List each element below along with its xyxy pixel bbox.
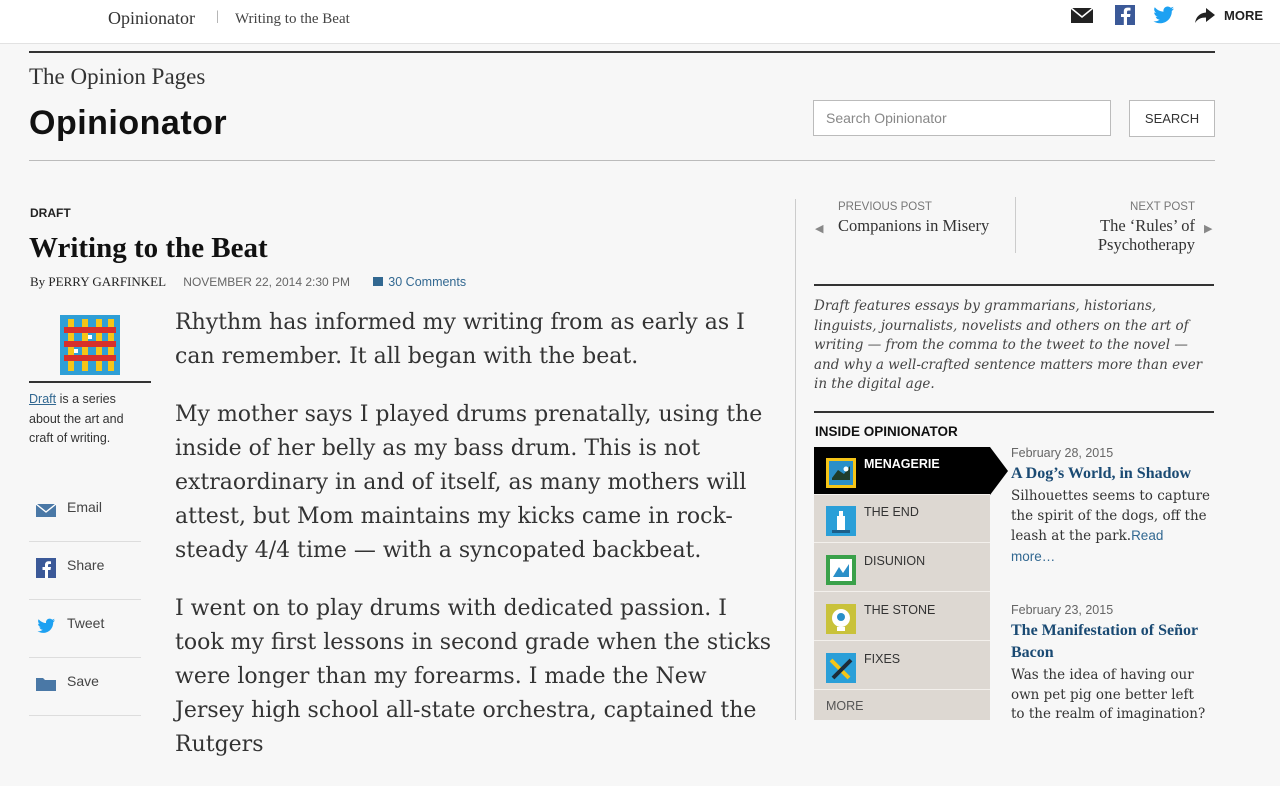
email-share-button[interactable] bbox=[29, 484, 141, 542]
next-post-label: NEXT POST bbox=[1130, 201, 1195, 213]
logo-rule bbox=[29, 381, 151, 383]
blog-item-fixes[interactable] bbox=[814, 642, 990, 690]
blog-item-the-end[interactable] bbox=[814, 495, 990, 543]
facebook-icon[interactable] bbox=[1113, 4, 1137, 26]
search-input[interactable] bbox=[813, 100, 1111, 136]
the-stone-icon bbox=[826, 604, 856, 634]
previous-post-label: PREVIOUS POST bbox=[838, 201, 932, 213]
read-more-link[interactable]: Read more… bbox=[1011, 528, 1164, 564]
breadcrumb-article: Writing to the Beat bbox=[235, 11, 350, 27]
article-paragraph: I went on to play drums with dedicated passion. I took my first lessons in second grade when the sticks were longer than my forearms. I made the New Jersey high school all-state orchestra, captained the Rutgers bbox=[175, 596, 772, 757]
facebook-share-button[interactable] bbox=[29, 542, 141, 600]
inside-story bbox=[1011, 446, 1211, 567]
author-name[interactable]: PERRY GARFINKEL bbox=[48, 274, 167, 289]
blog-title[interactable]: Opinionator bbox=[29, 104, 228, 142]
blog-item-label: DISUNION bbox=[864, 554, 926, 568]
section-name[interactable]: Opinionator bbox=[108, 8, 195, 28]
header-top-rule bbox=[29, 51, 1215, 53]
next-post-link[interactable]: The ‘Rules’ of Psychotherapy bbox=[1097, 216, 1195, 254]
draft-series-link[interactable]: Draft bbox=[29, 392, 57, 406]
save-button[interactable] bbox=[29, 658, 141, 716]
comment-icon bbox=[373, 277, 383, 286]
blog-menu-more[interactable]: MORE bbox=[826, 699, 864, 713]
twitter-icon[interactable] bbox=[1152, 4, 1176, 26]
story-date: February 28, 2015 bbox=[1011, 446, 1114, 460]
email-icon bbox=[36, 500, 56, 520]
story-headline[interactable]: The Manifestation of Señor Bacon bbox=[1011, 622, 1198, 661]
share-arrow-icon[interactable] bbox=[1193, 4, 1217, 26]
twitter-share-button[interactable] bbox=[29, 600, 141, 658]
series-description: Draft features essays by grammarians, historians, linguists, journalists, novelists and others on the art of writing — from the comma to the tweet to the novel — and why a well-crafted sentence matters more than ever in the digital age. bbox=[814, 298, 1203, 392]
inside-opinionator-title: INSIDE OPINIONATOR bbox=[815, 424, 958, 439]
twitter-share-label: Tweet bbox=[67, 615, 105, 631]
sidebar-divider bbox=[795, 199, 796, 720]
save-label: Save bbox=[67, 673, 99, 689]
share-tools bbox=[29, 484, 141, 716]
the-end-icon bbox=[826, 506, 856, 536]
blog-item-label: THE STONE bbox=[864, 603, 936, 617]
comments-link[interactable] bbox=[373, 275, 466, 289]
twitter-icon bbox=[36, 616, 56, 636]
article-title: Writing to the Beat bbox=[29, 232, 268, 264]
blog-item-disunion[interactable] bbox=[814, 544, 990, 592]
blog-item-menagerie[interactable] bbox=[814, 447, 990, 495]
previous-arrow-icon[interactable]: ◀ bbox=[815, 223, 824, 235]
fixes-icon bbox=[826, 653, 856, 683]
disunion-icon bbox=[826, 555, 856, 585]
breadcrumb-separator: | bbox=[216, 9, 219, 24]
facebook-icon bbox=[36, 558, 56, 578]
blog-item-label: MENAGERIE bbox=[864, 457, 940, 471]
article-body bbox=[175, 306, 775, 786]
story-summary-text: Silhouettes seems to capture the spirit of the dogs, off the leash at the park. bbox=[1011, 488, 1211, 544]
menagerie-icon bbox=[826, 458, 856, 488]
email-share-label: Email bbox=[67, 499, 103, 515]
search-button[interactable]: SEARCH bbox=[1129, 100, 1215, 137]
blog-menu bbox=[814, 447, 990, 720]
folder-icon bbox=[36, 674, 56, 694]
post-nav-divider bbox=[1015, 197, 1016, 253]
previous-post-link[interactable]: Companions in Misery bbox=[838, 216, 990, 235]
page bbox=[25, 44, 1255, 757]
more-button[interactable]: MORE bbox=[1224, 8, 1263, 23]
next-arrow-icon[interactable]: ▶ bbox=[1204, 223, 1213, 235]
inside-story bbox=[1011, 603, 1211, 725]
opinion-pages-label[interactable]: The Opinion Pages bbox=[29, 64, 206, 89]
story-date: February 23, 2015 bbox=[1011, 603, 1114, 617]
sidebar-rule bbox=[814, 284, 1214, 286]
blog-item-label: FIXES bbox=[864, 652, 901, 666]
story-headline[interactable]: A Dog’s World, in Shadow bbox=[1011, 465, 1192, 482]
blog-item-label: THE END bbox=[864, 505, 919, 519]
series-note-text: is a series about the art and craft of writing. bbox=[29, 392, 124, 445]
article-paragraph: Rhythm has informed my writing from as early as I can remember. It all began with the beat. bbox=[175, 310, 745, 369]
draft-series-logo[interactable] bbox=[60, 315, 120, 375]
comments-count: 30 Comments bbox=[388, 275, 467, 289]
article-date: NOVEMBER 22, 2014 2:30 PM bbox=[183, 275, 351, 289]
series-note bbox=[29, 390, 149, 449]
byline bbox=[30, 274, 466, 290]
sidebar-rule bbox=[814, 411, 1214, 413]
story-summary: Was the idea of having our own pet pig one better left to the realm of imagination? bbox=[1011, 667, 1206, 722]
article-kicker[interactable]: DRAFT bbox=[30, 206, 71, 220]
story-summary bbox=[1011, 487, 1211, 567]
header-bottom-rule bbox=[29, 160, 1215, 161]
facebook-share-label: Share bbox=[67, 557, 105, 573]
blog-item-the-stone[interactable] bbox=[814, 593, 990, 641]
article-paragraph: My mother says I played drums prenatally, using the inside of her belly as my bass drum. This is not extraordinary in and of itself, as many mothers will attest, but Mom maintains my kicks came in rock-steady 4/4 time — with a syncopated backbeat. bbox=[175, 402, 763, 563]
email-icon[interactable] bbox=[1070, 4, 1094, 26]
byline-prefix: By bbox=[30, 274, 46, 289]
top-bar bbox=[0, 0, 1280, 44]
